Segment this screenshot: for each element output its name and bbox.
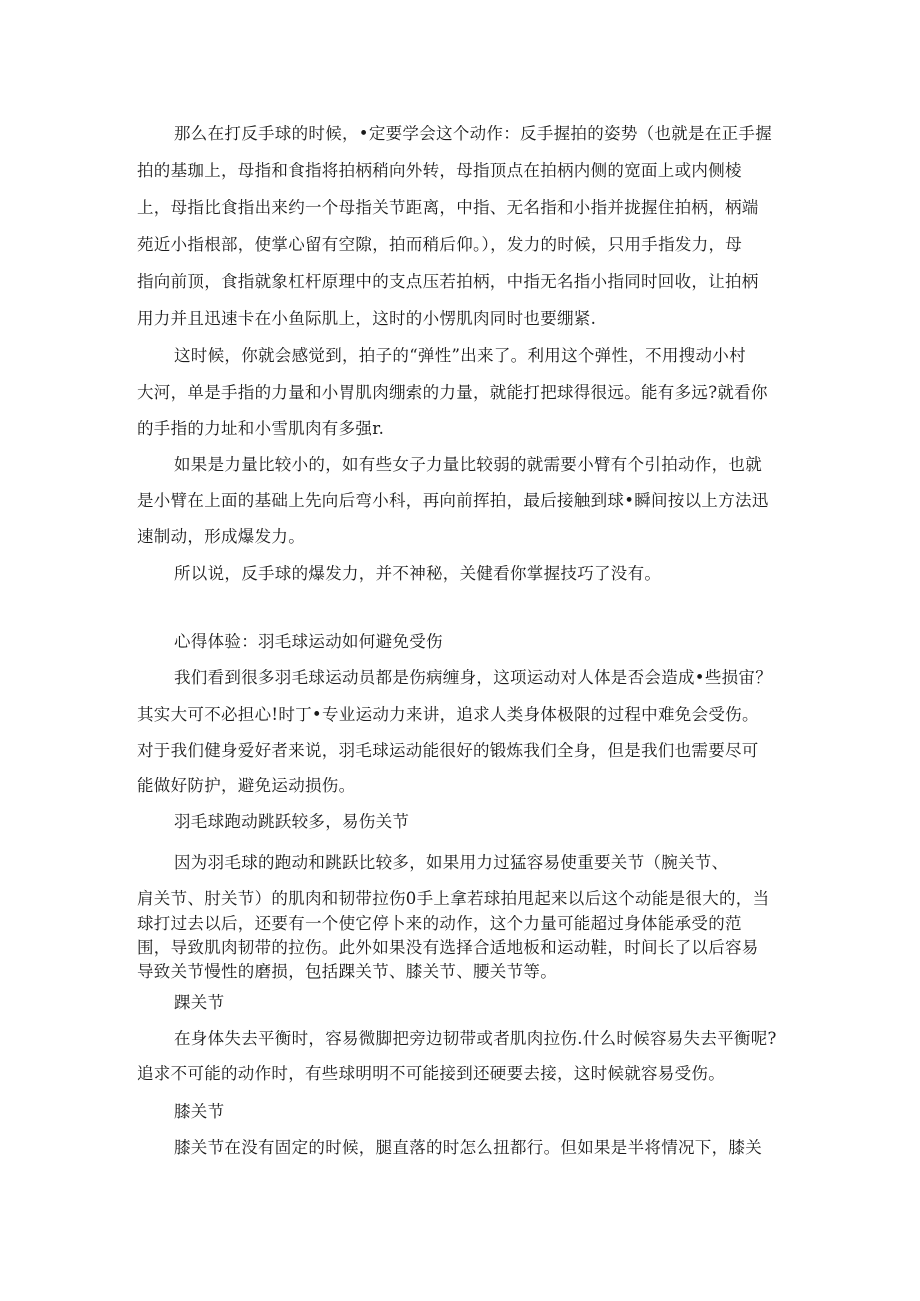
section-heading-injury: 心得体验：羽毛球运动如何避免受伤: [174, 632, 443, 651]
paragraph-1-line-4: 苑近小指根部，使掌心留有空隙，拍而稍后仰。），发力的时候，只用手指发力，母: [137, 235, 743, 254]
paragraph-2-line-1: 这时候，你就会感觉到，拍子的“弹性”出来了。利用这个弹性，不用搜动小村: [174, 346, 746, 365]
paragraph-7-line-1: 在身体失去平衡时，容易微脚把旁边韧带或者肌肉拉伤.什么时候容易失去平衡呢?: [174, 1029, 777, 1048]
paragraph-6-line-3: 球打过去以后，还要有一个使它停卜来的动作，这个力量可能超过身体能承受的范: [137, 914, 742, 933]
section-heading-ankle: 踝关节: [174, 993, 225, 1012]
paragraph-6-line-2: 肩关节、肘关节）的肌肉和韧带拉伤0手上拿若球拍甩起来以后这个动能是很大的，当: [137, 889, 770, 908]
paragraph-6-line-5: 导致关节慢性的磨损，包括踝关节、膝关节、腰关节等。: [137, 962, 557, 981]
section-heading-joints: 羽毛球跑动跳跃较多，易伤关节: [174, 812, 410, 831]
paragraph-2-line-2: 大河，单是手指的力量和小胃肌肉绷索的力量，就能打把球得很远。能有多远?就看你: [137, 383, 768, 402]
paragraph-1-line-6: 用力并且迅速卡在小鱼际肌上，这时的小愣肌肉同时也要绷紧.: [137, 309, 597, 328]
paragraph-8-line-1: 膝关节在没有固定的时候，腿直落的时怎么扭都行。但如果是半将情况下，膝关: [174, 1138, 762, 1157]
paragraph-1-line-5: 指向前顶，食指就象杠杆原理中的支点压若拍柄，中指无名指小指同时回收，让拍柄: [137, 272, 759, 291]
paragraph-6-line-1: 因为羽毛球的跑动和跳跃比较多，如果用力过猛容易使重要关节（腕关节、: [174, 853, 729, 872]
paragraph-1-line-3: 上，母指比食指出来约一个母指关节距离，中指、无名指和小指并拢握住拍柄，柄端: [137, 198, 759, 217]
paragraph-1-line-2: 拍的基珈上，母指和食指将拍柄稍向外转，母指顶点在拍柄内侧的宽面上或内侧棱: [137, 161, 742, 180]
paragraph-3-line-3: 速制动，形成爆发力。: [137, 527, 305, 546]
paragraph-5-line-2: 其实大可不必担心!时丁•专业运动力来讲，追求人类身体极限的过程中难免会受伤。: [137, 705, 759, 724]
paragraph-7-line-2: 追求不可能的动作时，有些球明明不可能接到还硬要去接，这时候就容易受伤。: [137, 1064, 725, 1083]
paragraph-6-line-4: 围，导致肌肉韧带的拉伤。此外如果没有选择合适地板和运动鞋，时间长了以后容易: [137, 938, 759, 957]
paragraph-1-line-1: 那么在打反手球的时候，•定要学会这个动作：反手握拍的姿势（也就是在正手握: [174, 124, 773, 143]
paragraph-5-line-1: 我们看到很多羽毛球运动员都是伤病缠身，这项运动对人体是否会造成•些损宙？: [174, 668, 773, 687]
section-heading-knee: 膝关节: [174, 1102, 225, 1121]
paragraph-5-line-4: 能做好防护，避免运动损伤。: [137, 776, 356, 795]
paragraph-3-line-1: 如果是力量比较小的，如有些女子力量比较弱的就需要小臂有个引拍动作，也就: [174, 455, 762, 474]
paragraph-5-line-3: 对于我们健身爱好者来说，羽毛球运动能很好的锻炼我们全身，但是我们也需要尽可: [137, 741, 759, 760]
paragraph-2-line-3: 的手指的力址和小雪肌肉有多强r.: [137, 419, 385, 438]
paragraph-3-line-2: 是小臂在上面的基础上先向后弯小科，再向前挥拍，最后接触到球•瞬间按以上方法迅: [137, 491, 769, 510]
paragraph-4: 所以说，反手球的爆发力，并不神秘，关健看你掌握技巧了没有。: [174, 564, 662, 583]
